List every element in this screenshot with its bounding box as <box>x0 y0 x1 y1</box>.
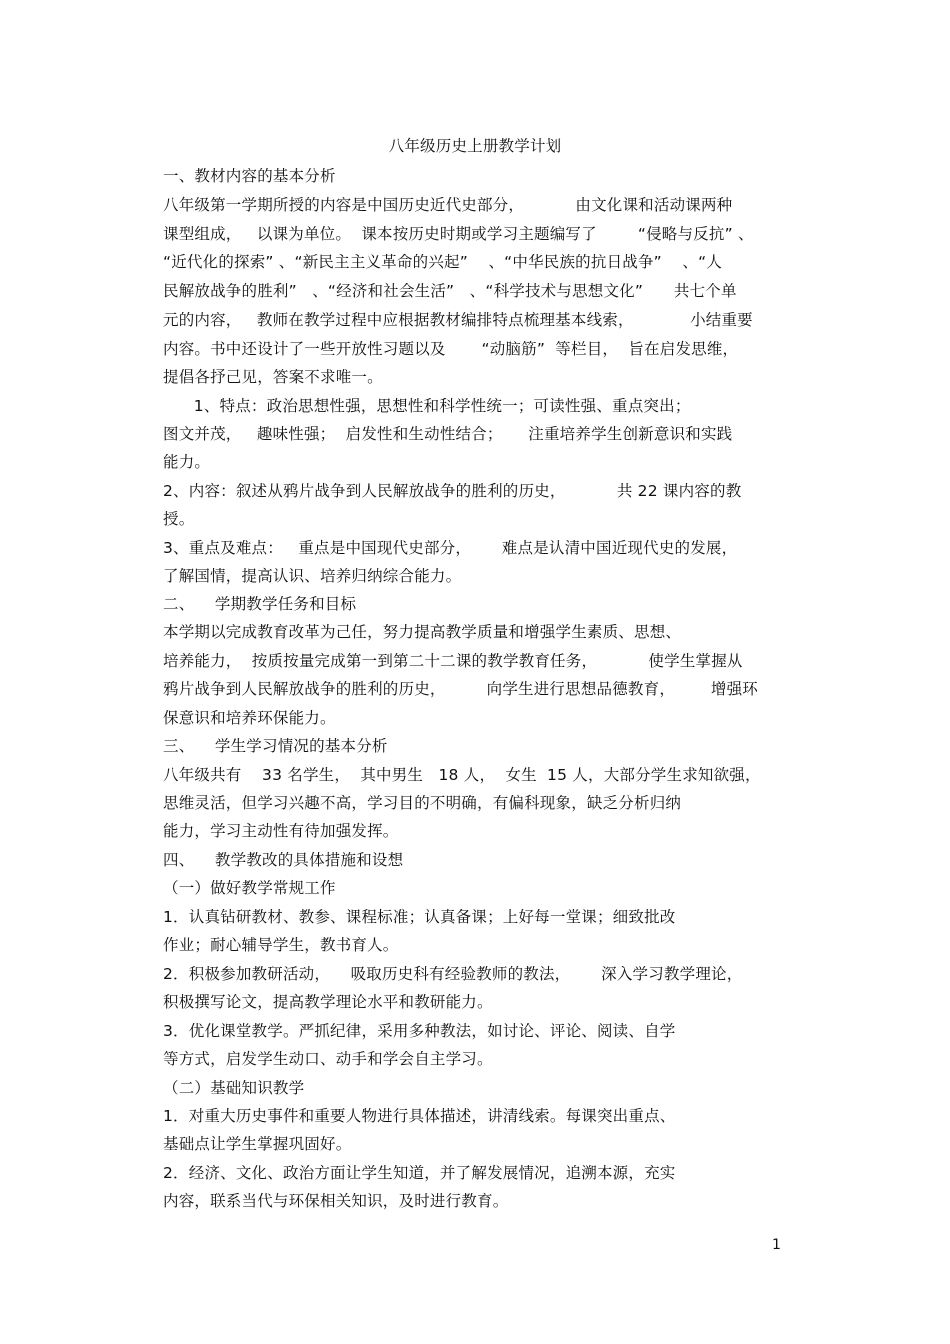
text-line: “近代化的探索” 、“新民主主义革命的兴起” 、“中华民族的抗日战争” 、“人 <box>163 253 723 271</box>
text-line: 1、特点：政治思想性强，思想性和科学性统一；可读性强、重点突出； <box>163 397 691 415</box>
section-heading-4: 四、 教学教改的具体措施和设想 <box>163 851 404 869</box>
text-line: 能力，学习主动性有待加强发挥。 <box>163 822 399 840</box>
text-line: 1．对重大历史事件和重要人物进行具体描述，讲清线索。每课突出重点、 <box>163 1107 676 1125</box>
page-number: 1 <box>772 1237 781 1253</box>
text-line: 授。 <box>163 510 195 528</box>
text-line: 内容，联系当代与环保相关知识，及时进行教育。 <box>163 1192 509 1210</box>
text-line: 2．积极参加教研活动， 吸取历史科有经验教师的教法， 深入学习教学理论， <box>163 965 743 983</box>
text-line: 1．认真钻研教材、教参、课程标准；认真备课；上好每一堂课；细致批改 <box>163 908 676 926</box>
text-line: 3．优化课堂教学。严抓纪律，采用多种教法，如讨论、评论、阅读、自学 <box>163 1022 676 1040</box>
text-line: 本学期以完成教育改革为己任，努力提高教学质量和增强学生素质、思想、 <box>163 623 682 641</box>
text-line: 思维灵活，但学习兴趣不高，学习目的不明确，有偏科现象，缺乏分析归纳 <box>163 794 682 812</box>
text-line: 提倡各抒己见，答案不求唯一。 <box>163 368 383 386</box>
text-line: 元的内容， 教师在教学过程中应根据教材编排特点梳理基本线索， 小结重要 <box>163 311 753 329</box>
text-line: 基础点让学生掌握巩固好。 <box>163 1135 352 1153</box>
text-line: 2、内容：叙述从鸦片战争到人民解放战争的胜利的历史， 共 22 课内容的教 <box>163 482 742 500</box>
text-line: 内容。书中还设计了一些开放性习题以及 “动脑筋” 等栏目， 旨在启发思维， <box>163 340 739 358</box>
text-line: 培养能力， 按质按量完成第一到第二十二课的教学教育任务， 使学生掌握从 <box>163 652 743 670</box>
text-line: 3、重点及难点： 重点是中国现代史部分， 难点是认清中国近现代史的发展， <box>163 539 738 557</box>
text-line: 图文并茂， 趣味性强； 启发性和生动性结合； 注重培养学生创新意识和实践 <box>163 425 733 443</box>
text-line: 等方式，启发学生动口、动手和学会自主学习。 <box>163 1050 493 1068</box>
text-line: 八年级共有 33 名学生， 其中男生 18 人， 女生 15 人，大部分学生求知欲强， <box>163 766 761 784</box>
text-line: 了解国情，提高认识、培养归纳综合能力。 <box>163 567 462 585</box>
text-line: 作业；耐心辅导学生，教书育人。 <box>163 936 399 954</box>
text-line: 保意识和培养环保能力。 <box>163 709 336 727</box>
subsection-heading: （一）做好教学常规工作 <box>163 879 336 897</box>
section-heading-2: 二、 学期教学任务和目标 <box>163 595 357 613</box>
section-heading-1: 一、教材内容的基本分析 <box>163 167 336 185</box>
text-line: 2．经济、文化、政治方面让学生知道，并了解发展情况，追溯本源，充实 <box>163 1164 676 1182</box>
text-line: 鸦片战争到人民解放战争的胜利的历史， 向学生进行思想品德教育， 增强环 <box>163 680 759 698</box>
section-heading-3: 三、 学生学习情况的基本分析 <box>163 737 388 755</box>
text-line: 积极撰写论文，提高教学理论水平和教研能力。 <box>163 993 493 1011</box>
text-line: 民解放战争的胜利” 、“经济和社会生活” 、“科学技术与思想文化” 共七个单 <box>163 282 737 300</box>
subsection-heading: （二）基础知识教学 <box>163 1079 305 1097</box>
text-line: 课型组成， 以课为单位。 课本按历史时期或学习主题编写了 “侵略与反抗” 、 <box>163 225 754 243</box>
text-line: 八年级第一学期所授的内容是中国历史近代史部分， 由文化课和活动课两种 <box>163 196 733 214</box>
text-line: 能力。 <box>163 453 211 471</box>
document-title: 八年级历史上册教学计划 <box>388 137 562 155</box>
